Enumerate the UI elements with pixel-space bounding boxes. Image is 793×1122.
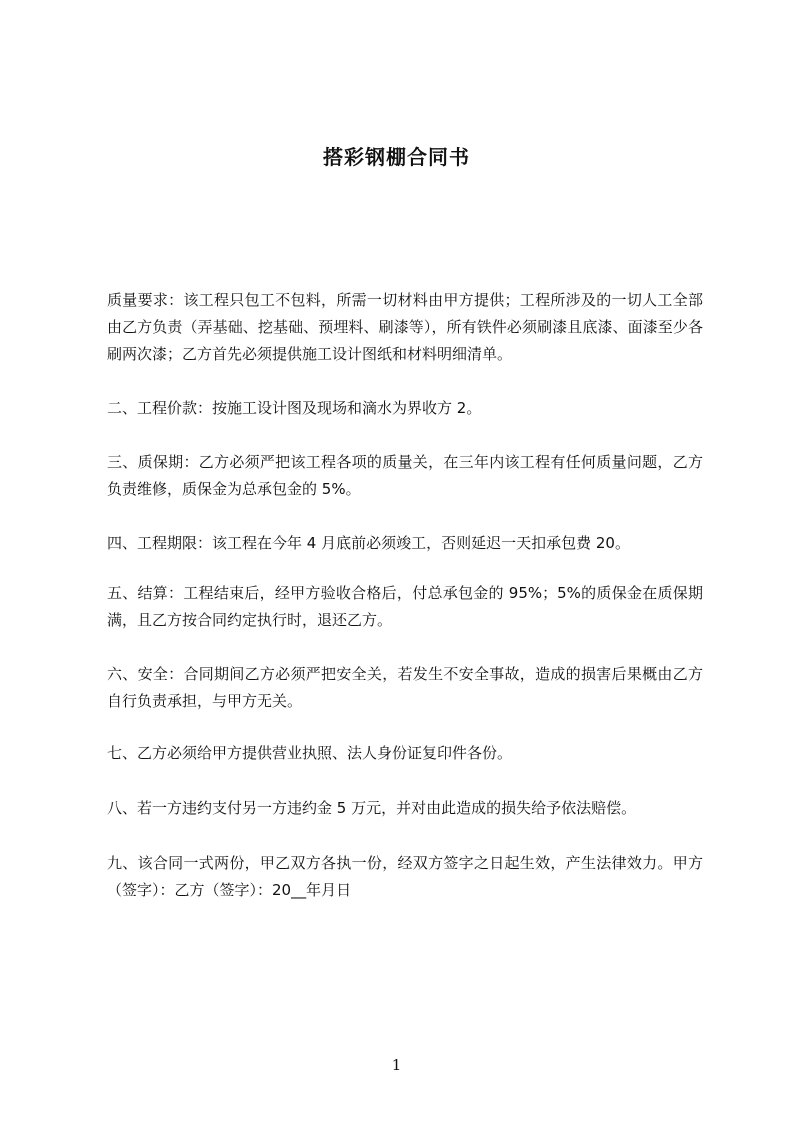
paragraph-breach-penalty: 八、若一方违约支付另一方违约金 5 万元，并对由此造成的损失给予依法赔偿。 (107, 799, 637, 817)
paragraph-project-price: 二、工程价款：按施工设计图及现场和滴水为界收方 2。 (107, 399, 482, 417)
paragraph-warranty-period: 三、质保期：乙方必须严把该工程各项的质量关，在三年内该工程有任何质量问题，乙方负责维修，质保金为总承包金的 5%。 (107, 453, 703, 498)
paragraph-safety: 六、安全：合同期间乙方必须严把安全关，若发生不安全事故，造成的损害后果概由乙方自行负责承担，与甲方无关。 (107, 665, 703, 710)
page-number: 1 (391, 1056, 402, 1074)
paragraph-license-documents: 七、乙方必须给甲方提供营业执照、法人身份证复印件各份。 (107, 744, 513, 762)
paragraph-effectiveness-signatures: 九、该合同一式两份，甲乙双方各执一份，经双方签字之日起生效，产生法律效力。甲方（签字）：乙方（签字）：20__年月日 (107, 854, 703, 899)
document-title: 搭彩钢棚合同书 (323, 145, 470, 169)
paragraph-construction-deadline: 四、工程期限：该工程在今年 4 月底前必须竣工，否则延迟一天扣承包费 20。 (107, 534, 630, 552)
paragraph-settlement: 五、结算：工程结束后，经甲方验收合格后，付总承包金的 95%；5%的质保金在质保期满，且乙方按合同约定执行时，退还乙方。 (107, 584, 703, 629)
paragraph-quality-requirements: 质量要求：该工程只包工不包料，所需一切材料由甲方提供；工程所涉及的一切人工全部由乙方负责（弄基础、挖基础、预埋料、刷漆等），所有铁件必须刷漆且底漆、面漆至少各刷两次漆；乙方首先必须提供施工设计图纸和材料明细清单。 (107, 291, 703, 363)
